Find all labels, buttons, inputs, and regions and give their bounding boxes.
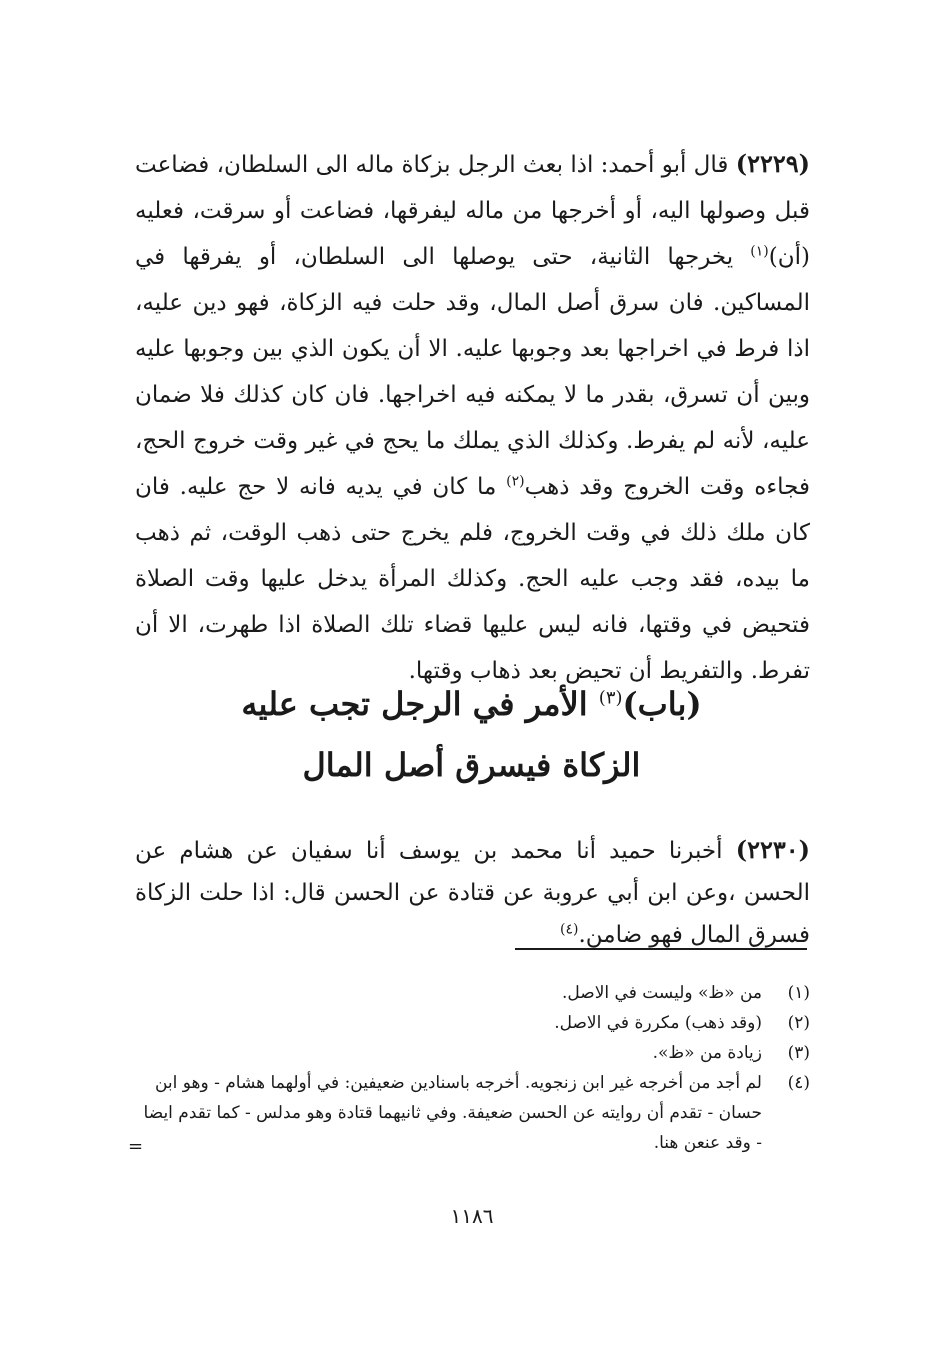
continuation-mark: =	[128, 1136, 144, 1157]
paragraph-2229	[135, 141, 810, 694]
footnote-ref-3: (٣)	[598, 687, 623, 709]
paragraph-text: يخرجها الثانية، حتى يوصلها الى السلطان، أو يفرقها في المساكين. فان سرق أصل المال، وقد حلت فيه الزكاة، فهو دين عليه، اذا فرط في اخراجها بعد وجوبها عليه. الا أن يكون الذي بين وجوبها عليه وبين أن تسرق، بقدر ما لا يمكنه فيه اخراجها. فان كان كذلك فلا ضمان عليه، لأنه لم يفرط. وكذلك الذي يملك ما يحج في غير وقت خروج الحج، فجاءه وقت الخروج وقد ذهب	[135, 244, 811, 500]
footnote-text: (وقد ذهب) مكررة في الاصل.	[554, 1013, 762, 1033]
chapter-heading-line-2: الزكاة فيسرق أصل المال	[302, 746, 641, 784]
paragraph-text: قال أبو أحمد: اذا بعث الرجل بزكاة ماله الى السلطان، فضاعت قبل وصولها اليه، أو أخرجها من ماله ليفرقها، فضاعت أو سرقت، فعليه (أن)	[135, 152, 810, 270]
footnote-mark: (٤)	[787, 1073, 810, 1093]
footnote-text: زيادة من «ظ».	[652, 1043, 762, 1063]
chapter-heading-line-1	[134, 676, 809, 732]
paragraph-text: ما كان في يديه فانه لا حج عليه. فان كان ملك ذلك في وقت الخروج، فلم يخرج حتى ذهب الوقت، ثم ذهب ما بيده، فقد وجب عليه الحج. وكذلك المرأة يدخل عليها وقت الصلاة فتحيض في وقتها، فانه ليس عليها قضاء تلك الصلاة اذا طهرت، الا أن تفرط. والتفريط أن تحيض بعد ذهاب وقتها.	[135, 474, 810, 684]
chapter-prefix: (باب)	[622, 685, 702, 723]
footnote-2	[135, 1008, 810, 1038]
footnote-divider	[515, 948, 807, 950]
chapter-title: الأمر في الرجل تجب عليه	[241, 685, 599, 723]
footnote-1	[135, 978, 810, 1008]
footnote-mark: (٣)	[787, 1043, 810, 1063]
footnote-text: لم أجد من أخرجه غير ابن زنجويه. أخرجه باسنادين ضعيفين: في أولهما هشام - وهو ابن حسان - تقدم أن روايته عن الحسن ضعيفة. وفي ثانيهما قتادة وهو مدلس - كما تقدم ايضا - وقد عنعن هنا.	[143, 1073, 762, 1153]
footnote-mark: (١)	[787, 983, 810, 1003]
hadith-number: (٢٢٢٩)	[735, 149, 810, 178]
footnote-ref-1: (١)	[750, 243, 769, 260]
hadith-number: (٢٢٣٠)	[735, 835, 810, 864]
paragraph-2230	[135, 829, 810, 956]
footnote-ref-4: (٤)	[559, 921, 579, 938]
footnote-ref-2: (٢)	[506, 473, 525, 490]
page-number: ١١٨٦	[450, 1204, 494, 1228]
footnote-mark: (٢)	[787, 1013, 810, 1033]
footnotes-section	[135, 978, 810, 1158]
paragraph-text: أخبرنا حميد أنا محمد بن يوسف أنا سفيان عن هشام عن الحسن ،وعن ابن أبي عروبة عن قتادة عن الحسن قال: اذا حلت الزكاة فسرق المال فهو ضامن.	[135, 838, 810, 948]
footnote-text: من «ظ» وليست في الاصل.	[562, 983, 762, 1003]
footnote-3	[135, 1038, 810, 1068]
footnote-4	[135, 1068, 810, 1158]
